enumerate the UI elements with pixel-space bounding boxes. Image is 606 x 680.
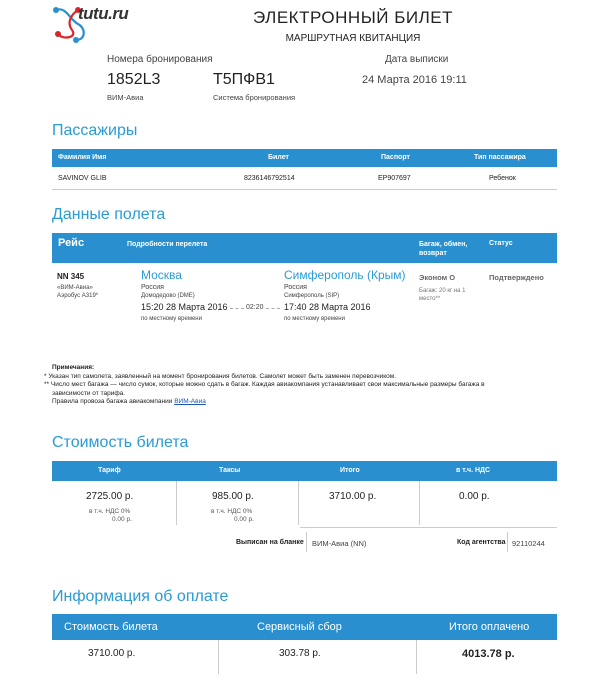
col-details: Подробности перелета xyxy=(127,241,208,248)
divider xyxy=(218,640,219,674)
passenger-type: Ребенок xyxy=(489,175,516,182)
divider xyxy=(52,189,557,190)
col-service-fee: Сервисный сбор xyxy=(257,621,342,633)
col-total: Итого xyxy=(340,467,360,474)
col-passenger-type: Тип пассажира xyxy=(474,154,526,161)
flight-duration: 02:20 xyxy=(246,304,264,311)
fare-amount: 2725.00 р. xyxy=(86,491,134,502)
notes-title: Примечания: xyxy=(52,364,95,371)
notes-block xyxy=(44,364,559,407)
divider xyxy=(176,481,177,525)
issue-date: 24 Марта 2016 19:11 xyxy=(362,74,467,86)
baggage-allowance: Багаж: 20 кг на 1 место** xyxy=(419,288,466,302)
divider xyxy=(419,481,420,525)
col-ticket-cost: Стоимость билета xyxy=(64,621,158,633)
service-fee-value: 303.78 р. xyxy=(279,648,321,659)
col-passport: Паспорт xyxy=(381,154,410,161)
arrival-time: 17:40 28 Марта 2016 xyxy=(284,302,371,312)
agency-code-label: Код агентства xyxy=(457,539,506,546)
col-name: Фамилия Имя xyxy=(58,154,107,161)
booking-number-1-sub: ВИМ-Авиа xyxy=(107,93,144,102)
flight-aircraft: Аэробус А319* xyxy=(57,293,99,299)
fare-class: Эконом О xyxy=(419,273,456,282)
col-taxes: Таксы xyxy=(219,467,241,474)
fare-vat-label: в т.ч. НДС 0% xyxy=(89,508,131,515)
logo-text: tutu.ru xyxy=(78,4,129,23)
issued-on-value: ВИМ-Авиа (NN) xyxy=(312,539,367,548)
ticket-cost-value: 3710.00 р. xyxy=(88,648,136,659)
col-status: Статус xyxy=(489,240,513,247)
booking-number-2: Т5ПФВ1 xyxy=(213,71,275,88)
taxes-vat-value: 0.00 р. xyxy=(234,516,254,523)
payment-title: Информация об оплате xyxy=(52,588,229,605)
departure-airport: Домодедово (DME) xyxy=(141,293,195,299)
booking-number-1: 1852L3 xyxy=(107,71,161,88)
table-row xyxy=(52,170,557,188)
fare-vat-value: 0.00 р. xyxy=(112,516,132,523)
cost-table-header xyxy=(52,461,557,481)
passengers-table-header xyxy=(52,149,557,167)
taxes-vat-label: в т.ч. НДС 0% xyxy=(211,508,253,515)
duration-line-left xyxy=(230,308,244,309)
col-total-paid: Итого оплачено xyxy=(449,621,530,633)
issue-date-label: Дата выписки xyxy=(385,54,449,65)
col-ticket: Билет xyxy=(268,154,289,161)
note-rules: Правила провоза багажа авиакомпании xyxy=(52,398,173,405)
taxes-amount: 985.00 р. xyxy=(212,491,254,502)
flight-number: NN 345 xyxy=(57,272,85,281)
issued-on-label: Выписан на бланке xyxy=(236,539,304,546)
note-baggage: ** Число мест багажа — число сумок, которые можно сдать в багаж. Каждая авиакомпания устанавливает свои максимальные размеры багажа в xyxy=(44,381,485,388)
vat-amount: 0.00 р. xyxy=(459,491,490,502)
flight-table-header xyxy=(52,233,557,263)
total-amount: 3710.00 р. xyxy=(329,491,377,502)
divider xyxy=(300,527,557,528)
divider xyxy=(507,532,508,552)
departure-city: Москва xyxy=(141,268,182,282)
col-vat: в т.ч. НДС xyxy=(456,467,491,474)
payment-table-header xyxy=(52,614,557,640)
cost-title: Стоимость билета xyxy=(52,434,189,451)
arrival-city: Симферополь (Крым) xyxy=(284,268,406,282)
duration-line-right xyxy=(266,308,280,309)
arrival-country: Россия xyxy=(284,284,307,291)
note-aircraft: * Указан тип самолета, заявленный на момент бронирования билетов. Самолет может быть заменен перевозчиком. xyxy=(44,372,397,380)
ticket-number: 8236146792514 xyxy=(244,175,295,182)
arrival-local-note: по местному времени xyxy=(284,316,345,322)
divider xyxy=(416,640,417,674)
document-subtitle: МАРШРУТНАЯ КВИТАНЦИЯ xyxy=(285,33,421,44)
departure-time: 15:20 28 Марта 2016 xyxy=(141,302,228,312)
divider xyxy=(298,481,299,525)
document-title: ЭЛЕКТРОННЫЙ БИЛЕТ xyxy=(253,8,453,27)
flight-title: Данные полета xyxy=(52,206,166,223)
departure-country: Россия xyxy=(141,284,164,291)
total-paid-value: 4013.78 р. xyxy=(462,648,515,660)
flight-airline: «ВИМ-Авиа» xyxy=(57,285,93,291)
booking-number-2-sub: Система бронирования xyxy=(213,93,296,102)
note-baggage-cont: зависимости от тарифа. xyxy=(52,389,126,397)
divider xyxy=(306,532,307,552)
col-baggage: Багаж, обмен, возврат xyxy=(419,241,468,257)
arrival-airport: Симферополь (SIP) xyxy=(284,293,340,299)
passport-number: EP907697 xyxy=(378,175,411,182)
agency-code-value: 92110244 xyxy=(512,539,545,548)
col-fare: Тариф xyxy=(98,467,121,474)
passenger-name: SAVINOV GLIB xyxy=(58,175,107,182)
departure-local-note: по местному времени xyxy=(141,316,202,322)
passengers-title: Пассажиры xyxy=(52,122,138,139)
booking-numbers-label: Номера бронирования xyxy=(107,54,213,65)
col-flight: Рейс xyxy=(58,237,85,249)
airline-rules-link[interactable]: ВИМ-Авиа xyxy=(174,398,206,405)
booking-status: Подтверждено xyxy=(489,273,544,282)
